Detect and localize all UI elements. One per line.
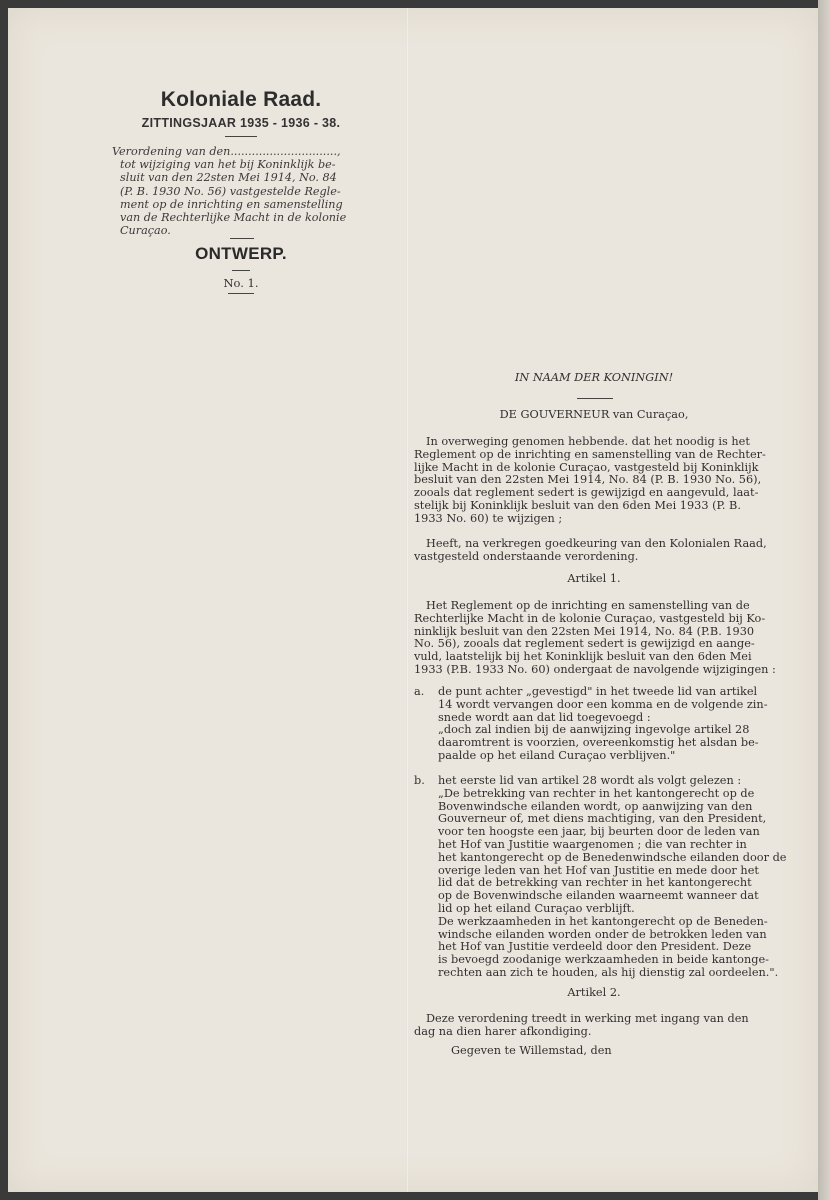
considering-paragraph (414, 436, 774, 526)
article-2-text (414, 1013, 774, 1039)
ordinance-subject (112, 145, 368, 237)
amendment-b-line: rechten aan zich te houden, als hij dienstig zal oordeelen.". (438, 965, 779, 979)
considering-line: Reglement op de inrichting en samenstelling van de Rechter- (414, 447, 766, 461)
amendment-b-line: het Hof van Justitie waargenomen ; die van rechter in (438, 837, 747, 851)
approval-line: vastgesteld onderstaande verordening. (414, 549, 639, 563)
amendment-b-line: het Hof van Justitie verdeeld door den President. Deze (438, 940, 752, 954)
page-fold (406, 8, 409, 1192)
divider (225, 136, 257, 137)
divider (228, 293, 254, 294)
council-title: Koloniale Raad. (160, 88, 322, 111)
draft-label: ONTWERP. (195, 244, 287, 263)
subject-line: tot wijziging van het bij Koninklijk be- (120, 158, 336, 172)
subject-line: van de Rechterlijke Macht in de kolonie (120, 211, 347, 225)
article-1-intro (414, 600, 774, 677)
amendment-b-line: windsche eilanden worden onder de betrokken leden van (438, 927, 767, 941)
article-1-line: No. 56), zooals dat reglement sedert is gewijzigd en aange- (414, 637, 755, 651)
article-2-line: Deze verordening treedt in werking met ingang van den (426, 1012, 749, 1025)
draft-number: No. 1. (223, 276, 259, 290)
considering-line: stelijk bij Koninklijk besluit van den 6den Mei 1933 (P. B. (414, 498, 741, 512)
amendment-a-text (438, 686, 774, 763)
amendment-b-line: lid op het eiland Curaçao verblijft. (438, 901, 635, 915)
divider (230, 238, 254, 239)
subject-line: (P. B. 1930 No. 56) vastgestelde Regle- (120, 184, 341, 198)
subject-line: Verordening van den.............................., (112, 145, 341, 158)
session-year: ZITTINGSJAAR 1935 - 1936 - 38. (141, 116, 341, 130)
amendment-a-line: de punt achter „gevestigd" in het tweede lid van artikel (438, 685, 758, 698)
considering-line: zooals dat reglement sedert is gewijzigd en aangevuld, laat- (414, 486, 759, 500)
considering-line: 1933 No. 60) te wijzigen ; (414, 511, 563, 525)
amendment-b-marker: b. (414, 774, 425, 787)
amendment-a-line: paalde op het eiland Curaçao verblijven." (438, 748, 676, 762)
amendment-b-line: Gouverneur of, met diens machtiging, van den President, (438, 812, 767, 826)
article-1-heading: Artikel 1. (567, 572, 621, 585)
subject-line: Curaçao. (120, 224, 171, 238)
amendment-b-line: het kantongerecht op de Benedenwindsche eilanden door de (438, 850, 787, 864)
considering-line: In overweging genomen hebbende. dat het noodig is het (426, 435, 750, 448)
article-2-heading: Artikel 2. (567, 986, 621, 999)
article-1-line: vuld, laatstelijk bij het Koninklijk besluit van den 6den Mei (414, 650, 752, 664)
amendment-b (414, 774, 787, 985)
article-2-line: dag na dien harer afkondiging. (414, 1024, 592, 1038)
divider (577, 398, 613, 399)
amendment-b-line: Bovenwindsche eilanden wordt, op aanwijzing van den (438, 799, 753, 813)
page-edge (818, 0, 830, 1200)
amendment-a-line: 14 wordt vervangen door een komma en de volgende zin- (438, 697, 768, 711)
amendment-a-line: daaromtrent is voorzien, overeenkomstig het alsdan be- (438, 736, 759, 750)
amendment-b-line: lid dat de betrekking van rechter in het kantongerecht (438, 876, 752, 890)
amendment-a-line: snede wordt aan dat lid toegevoegd : (438, 710, 651, 724)
governor-line: DE GOUVERNEUR van Curaçao, (499, 408, 689, 421)
article-1-line: ninklijk besluit van den 22sten Mei 1914, No. 84 (P.B. 1930 (414, 624, 755, 638)
amendment-b-line: op de Bovenwindsche eilanden waarneemt wanneer dat (438, 889, 759, 903)
amendment-b-line: „De betrekking van rechter in het kantongerecht op de (438, 786, 755, 800)
divider (232, 270, 250, 271)
article-1-line: 1933 (P.B. 1933 No. 60) ondergaat de navolgende wijzigingen : (414, 662, 776, 676)
considering-line: besluit van den 22sten Mei 1914, No. 84 (P. B. 1930 No. 56), (414, 473, 762, 487)
considering-line: lijke Macht in de kolonie Curaçao, vastgesteld bij Koninklijk (414, 460, 759, 474)
amendment-b-line: voor ten hoogste een jaar, bij beurten door de leden van (438, 825, 760, 839)
subject-line: ment op de inrichting en samenstelling (120, 197, 343, 211)
amendment-b-line: is bevoegd zoodanige werkzaamheden in beide kantonge- (438, 953, 769, 967)
amendment-b-line: overige leden van het Hof van Justitie en mede door het (438, 863, 759, 877)
approval-paragraph (414, 538, 774, 564)
article-1-line: Het Reglement op de inrichting en samenstelling van de (426, 599, 750, 612)
amendment-a-line: „doch zal indien bij de aanwijzing ingevolge artikel 28 (438, 723, 750, 737)
invocation: IN NAAM DER KONINGIN! (514, 371, 674, 384)
article-1-line: Rechterlijke Macht in de kolonie Curaçao, vastgesteld bij Ko- (414, 611, 766, 625)
amendment-b-line: De werkzaamheden in het kantongerecht op de Beneden- (438, 914, 768, 928)
amendment-a-marker: a. (414, 685, 425, 698)
approval-line: Heeft, na verkregen goedkeuring van den Kolonialen Raad, (426, 537, 767, 550)
amendment-b-line: het eerste lid van artikel 28 wordt als volgt gelezen : (438, 774, 742, 787)
amendment-a (414, 686, 774, 766)
subject-line: sluit van den 22sten Mei 1914, No. 84 (120, 171, 337, 185)
signature-line: Gegeven te Willemstad, den (451, 1044, 612, 1057)
amendment-b-text (438, 774, 787, 980)
